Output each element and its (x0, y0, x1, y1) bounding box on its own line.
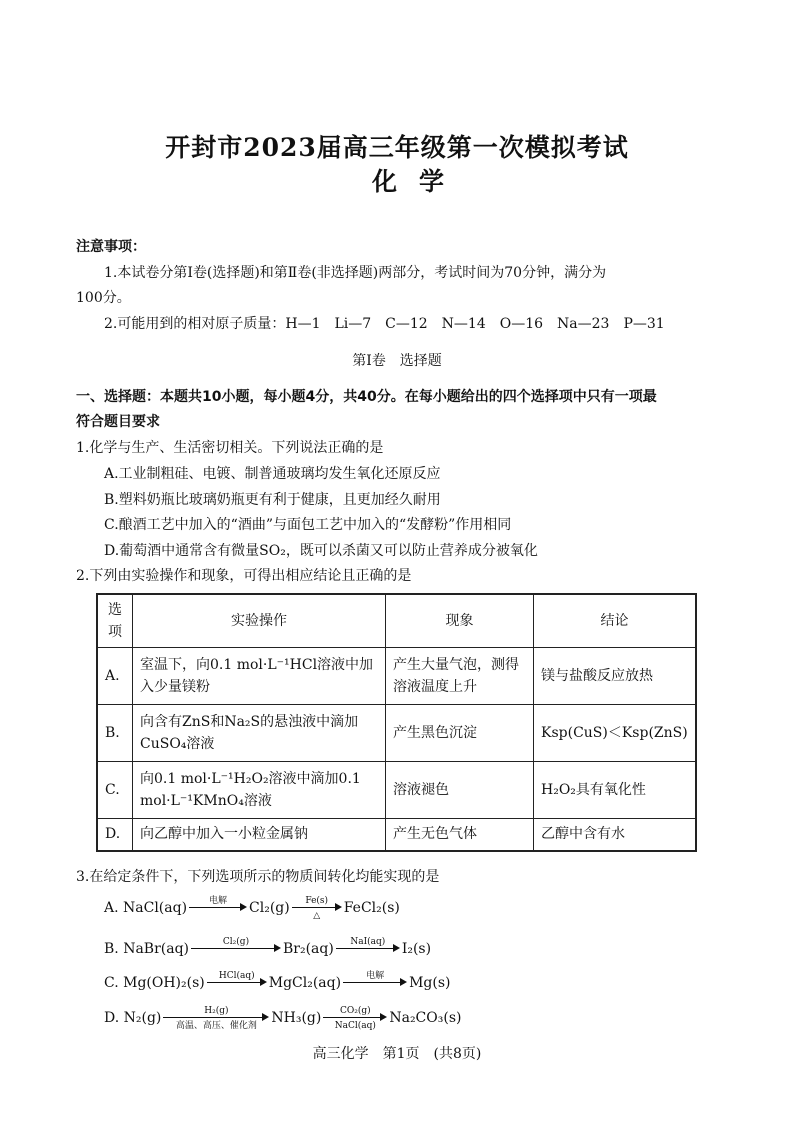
arrow-condition: H₂(g) (204, 1006, 229, 1016)
table-header: 结论 (534, 594, 697, 648)
page-footer: 高三化学 第1页 (共8页) (312, 1046, 482, 1062)
operation-cell: 向含有ZnS和Na₂S的悬浊液中滴加CuSO₄溶液 (133, 705, 386, 762)
question-1-option-a: A.工业制粗硅、电镀、制普通玻璃均发生氧化还原反应 (104, 466, 441, 482)
reaction-arrow (323, 1006, 387, 1031)
table-header: 选项 (97, 594, 133, 648)
table-header: 现象 (386, 594, 534, 648)
notice-item-2: 2.可能用到的相对原子质量：H—1 Li—7 C—12 N—14 O—16 Na—23 P—31 (104, 316, 665, 332)
question-3-option-a (104, 897, 400, 919)
reactant: C. Mg(OH)₂(s) (104, 975, 205, 991)
arrow-condition: 电解 (209, 896, 228, 906)
question-1-option-d: D.葡萄酒中通常含有微量SO₂，既可以杀菌又可以防止营养成分被氧化 (104, 543, 538, 559)
notice-item-1-line-1: 1.本试卷分第Ⅰ卷(选择题)和第Ⅱ卷(非选择题)两部分，考试时间为70分钟，满分为 (104, 265, 607, 281)
phenomenon-cell: 产生大量气泡，测得溶液温度上升 (386, 648, 534, 705)
table-row (97, 705, 696, 762)
notice-heading: 注意事项： (76, 239, 146, 255)
phenomenon-cell: 产生无色气体 (386, 819, 534, 851)
intermediate: Cl₂(g) (249, 900, 290, 916)
operation-cell: 室温下，向0.1 mol·L⁻¹HCl溶液中加入少量镁粉 (133, 648, 386, 705)
question-2-stem: 2.下列由实验操作和现象，可得出相应结论且正确的是 (76, 568, 412, 584)
table-row (97, 819, 696, 851)
arrow-condition: 电解 (366, 971, 385, 981)
phenomenon-cell: 溶液褪色 (386, 762, 534, 819)
arrow-condition: Cl₂(g) (222, 937, 250, 947)
product: I₂(s) (401, 941, 432, 957)
arrow-condition: Fe(s) (305, 896, 329, 906)
table-header-row (97, 594, 696, 648)
conclusion-cell: H₂O₂具有氧化性 (534, 762, 697, 819)
arrow-condition: CO₂(g) (340, 1006, 371, 1016)
arrow-condition: NaCl(aq) (334, 1021, 376, 1031)
reaction-arrow (343, 971, 407, 984)
conclusion-cell: 乙醇中含有水 (534, 819, 697, 851)
question-1-stem: 1.化学与生产、生活密切相关。下列说法正确的是 (76, 440, 384, 456)
product: FeCl₂(s) (343, 900, 400, 916)
reaction-arrow (189, 896, 247, 909)
operation-cell: 向0.1 mol·L⁻¹H₂O₂溶液中滴加0.1 mol·L⁻¹KMnO₄溶液 (133, 762, 386, 819)
exam-title: 开封市2023届高三年级第一次模拟考试 (165, 133, 629, 162)
notice-item-1-line-2: 100分。 (76, 290, 131, 306)
option-cell: A. (97, 648, 133, 705)
question-3-option-b (104, 938, 431, 960)
product: Na₂CO₃(s) (389, 1010, 462, 1026)
section-title: 第Ⅰ卷 选择题 (352, 353, 442, 369)
question-3-stem: 3.在给定条件下，下列选项所示的物质间转化均能实现的是 (76, 869, 440, 885)
reaction-arrow (292, 896, 342, 921)
arrow-condition: 高温、高压、催化剂 (175, 1021, 257, 1031)
intermediate: Br₂(aq) (283, 941, 334, 957)
question-1-option-b: B.塑料奶瓶比玻璃奶瓶更有利于健康，且更加经久耐用 (104, 492, 441, 508)
reaction-arrow (163, 1006, 269, 1031)
subject-title: 化学 (371, 167, 466, 196)
option-cell: D. (97, 819, 133, 851)
reaction-arrow (336, 937, 400, 950)
reactant: D. N₂(g) (104, 1010, 162, 1026)
conclusion-cell: Ksp(CuS)＜Ksp(ZnS) (534, 705, 697, 762)
reaction-arrow (207, 971, 267, 984)
intermediate: NH₃(g) (271, 1010, 322, 1026)
arrow-condition: NaI(aq) (350, 937, 386, 947)
question-1-option-c: C.酿酒工艺中加入的“酒曲”与面包工艺中加入的“发酵粉”作用相同 (104, 517, 512, 533)
phenomenon-cell: 产生黑色沉淀 (386, 705, 534, 762)
question-3-option-d (104, 1007, 461, 1029)
intermediate: MgCl₂(aq) (268, 975, 342, 991)
section-instruction-line-2: 符合题目要求 (76, 414, 160, 430)
option-cell: B. (97, 705, 133, 762)
experiment-table (96, 593, 697, 852)
option-cell: C. (97, 762, 133, 819)
reactant: A. NaCl(aq) (104, 900, 188, 916)
table-row (97, 762, 696, 819)
conclusion-cell: 镁与盐酸反应放热 (534, 648, 697, 705)
product: Mg(s) (409, 975, 451, 991)
reaction-arrow (191, 937, 281, 950)
arrow-condition: △ (313, 911, 321, 921)
arrow-condition: HCl(aq) (218, 971, 255, 981)
section-instruction-line-1: 一、选择题：本题共10小题，每小题4分，共40分。在每小题给出的四个选择项中只有一项最 (76, 389, 657, 405)
question-3-option-c (104, 972, 451, 994)
operation-cell: 向乙醇中加入一小粒金属钠 (133, 819, 386, 851)
table-header: 实验操作 (133, 594, 386, 648)
table-row (97, 648, 696, 705)
reactant: B. NaBr(aq) (104, 941, 189, 957)
